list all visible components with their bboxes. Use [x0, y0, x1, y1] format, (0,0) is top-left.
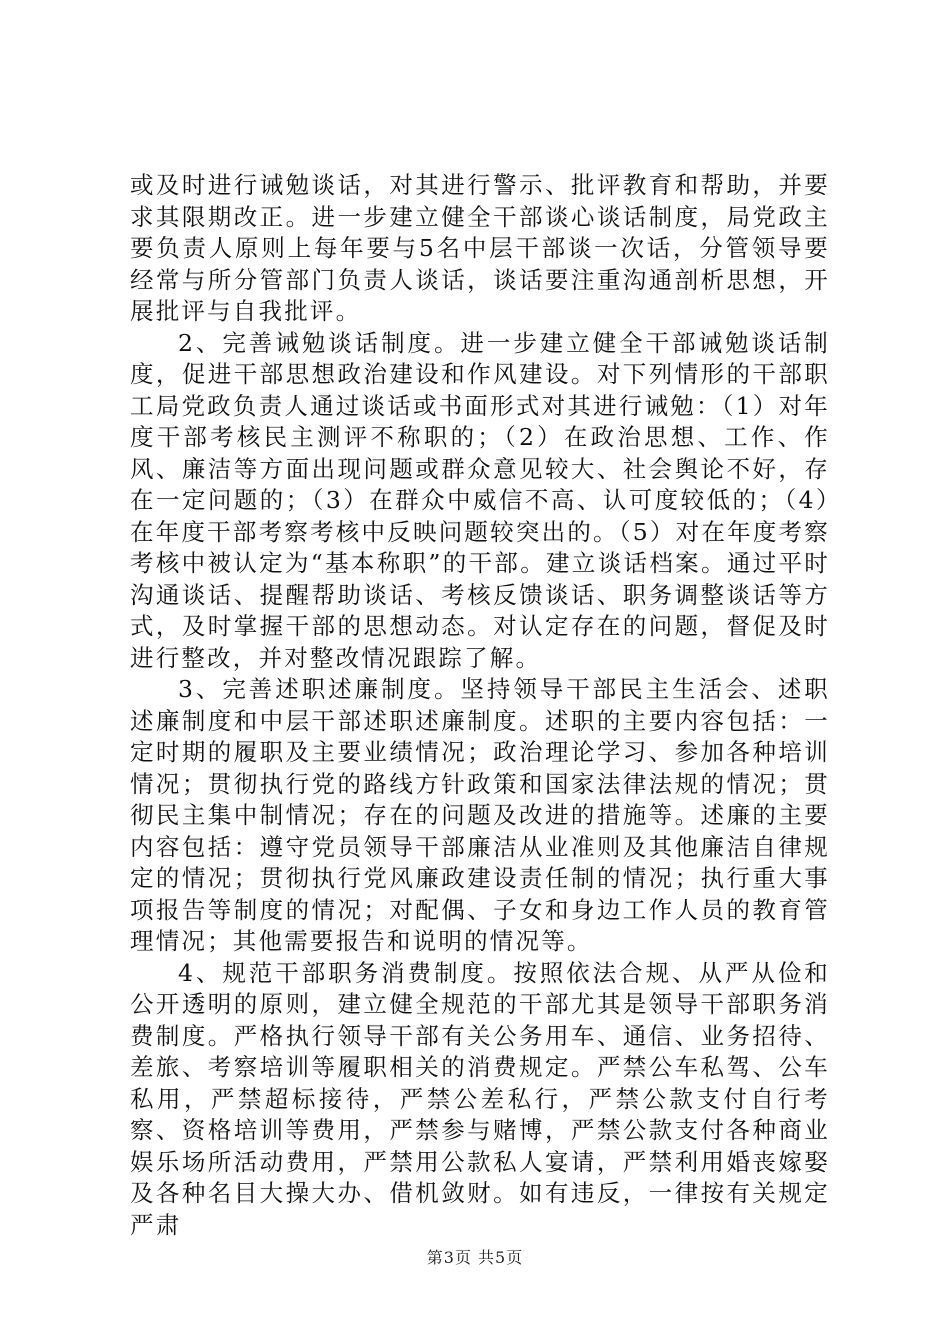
paragraph-duty-report-system: 3、完善述职述廉制度。坚持领导干部民主生活会、述职述廉制度和中层干部述职述廉制度。述职的主要内容包括：一定时期的履职及主要业绩情况；政治理论学习、参加各种培训情况；贯彻执行党的路线方针政策和国家法律法规的情况；贯彻民主集中制情况；存在的问题及改进的措施等。述廉的主要内容包括：遵守党员领导干部廉洁从业准则及其他廉洁自律规定的情况；贯彻执行党风廉政建设责任制的情况；执行重大事项报告等制度的情况；对配偶、子女和身边工作人员的教育管理情况；其他需要报告和说明的情况等。 — [130, 675, 830, 955]
paragraph-official-consumption-system: 4、规范干部职务消费制度。按照依法合规、从严从俭和公开透明的原则，建立健全规范的干部尤其是领导干部职务消费制度。严格执行领导干部有关公务用车、通信、业务招待、差旅、考察培训等履职相关的消费规定。严禁公车私驾、公车私用，严禁超标接待，严禁公差私行，严禁公款支付自行考察、资格培训等费用，严禁参与赌博，严禁公款支付各种商业娱乐场所活动费用，严禁用公款私人宴请，严禁利用婚丧嫁娶及各种名目大操大办、借机敛财。如有违反，一律按有关规定严肃 — [130, 958, 830, 1239]
document-body — [130, 170, 830, 1241]
page-number-footer: 第3页 共5页 — [426, 1248, 524, 1267]
paragraph-admonition-talk-system: 2、完善诫勉谈话制度。进一步建立健全干部诫勉谈话制度，促进干部思想政治建设和作风建设。对下列情形的干部职工局党政负责人通过谈话或书面形式对其进行诫勉：（1）对年度干部考核民主测评不称职的；（2）在政治思想、工作、作风、廉洁等方面出现问题或群众意见较大、社会舆论不好，存在一定问题的；（3）在群众中威信不高、认可度较低的；（4）在年度干部考察考核中反映问题较突出的。（5）对在年度考察考核中被认定为“基本称职”的干部。建立谈话档案。通过平时沟通谈话、提醒帮助谈话、考核反馈谈话、职务调整谈话等方式，及时掌握干部的思想动态。对认定存在的问题，督促及时进行整改，并对整改情况跟踪了解。 — [130, 328, 830, 672]
paragraph-continuation: 或及时进行诫勉谈话，对其进行警示、批评教育和帮助，并要求其限期改正。进一步建立健全干部谈心谈话制度，局党政主要负责人原则上每年要与5名中层干部谈一次话，分管领导要经常与所分管部门负责人谈话，谈话要注重沟通剖析思想，开展批评与自我批评。 — [130, 171, 830, 325]
